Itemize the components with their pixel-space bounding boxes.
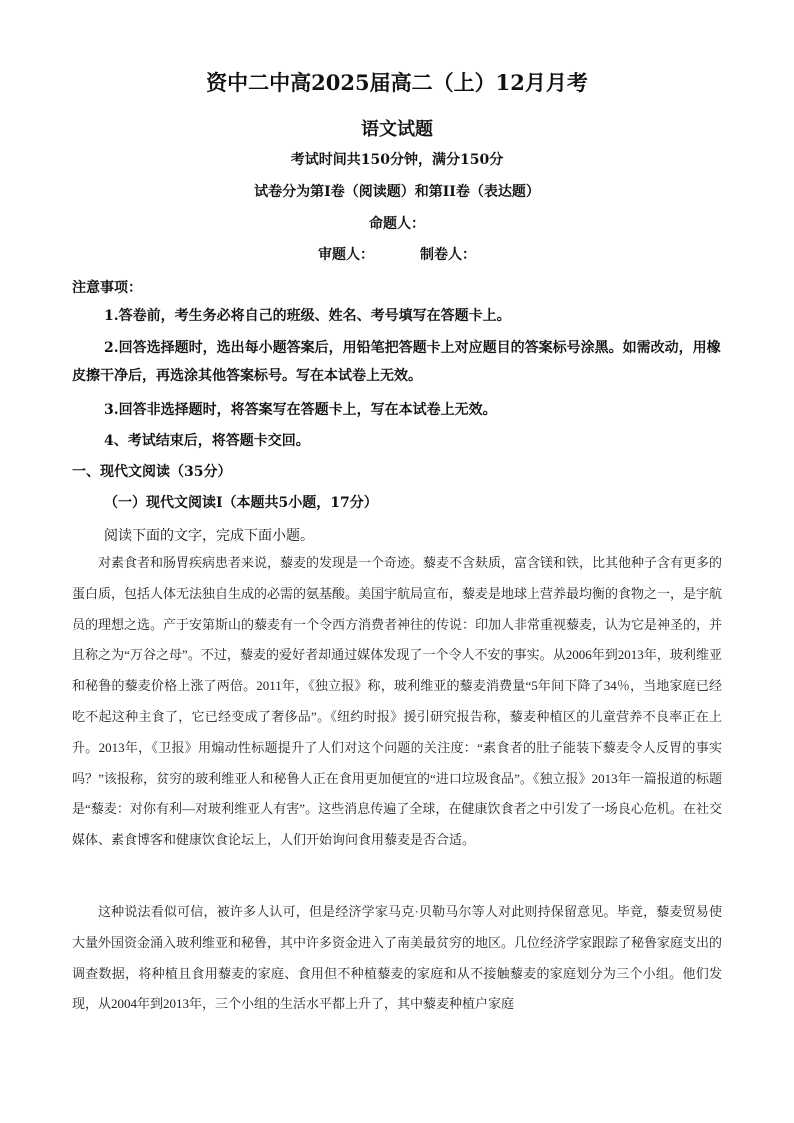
setter-label: 命题人：	[369, 216, 425, 232]
note-item-1: 1.答卷前，考生务必将自己的班级、姓名、考号填写在答题卡上。	[104, 308, 511, 324]
staff-line	[0, 245, 794, 265]
notes-heading: 注意事项：	[72, 280, 142, 296]
note-item-3: 3.回答非选择题时，将答案写在答题卡上，写在本试卷上无效。	[104, 402, 497, 418]
subsection-heading: （一）现代文阅读Ⅰ（本题共5小题，17分）	[104, 495, 378, 511]
paper-structure: 试卷分为第Ⅰ卷（阅读题）和第II卷（表达题）	[254, 184, 540, 200]
passage-paragraph-1: 对素食者和肠胃疾病患者来说，藜麦的发现是一个奇迹。藜麦不含麸质，富含镁和铁，比其他种子含有更多的蛋白质，包括人体无法独自生成的必需的氨基酸。美国宇航局宣布，藜麦是地球上营养最均衡的食物之一，是宇航员的理想之选。产于安第斯山的藜麦有一个令西方消费者神往的传说：印加人非常重视藜麦，认为它是神圣的，并且称之为“万谷之母”。不过，藜麦的爱好者却通过媒体发现了一个令人不安的事实。从2006年到2013年，玻利维亚和秘鲁的藜麦价格上涨了两倍。2011年，《独立报》称，玻利维亚的藜麦消费量“5年间下降了34％，当地家庭已经吃不起这种主食了，它已经变成了奢侈品”。《纽约时报》援引研究报告称，藜麦种植区的儿童营养不良率正在上升。2013年，《卫报》用煽动性标题提升了人们对这个问题的关注度：“素食者的肚子能装下藜麦令人反胃的事实吗？”该报称，贫穷的玻利维亚人和秘鲁人正在食用更加便宜的“进口垃圾食品”。《独立报》2013年一篇报道的标题是“藜麦：对你有利—对玻利维亚人有害”。这些消息传遍了全球，在健康饮食者之中引发了一场良心危机。在社交媒体、素食博客和健康饮食论坛上，人们开始询问食用藜麦是否合适。	[72, 555, 723, 848]
passage-paragraph-2: 这种说法看似可信，被许多人认可，但是经济学家马克·贝勒马尔等人对此则持保留意见。毕竟，藜麦贸易使大量外国资金涌入玻利维亚和秘鲁，其中许多资金进入了南美最贫穷的地区。几位经济学家跟踪了秘鲁家庭支出的调查数据，将种植且食用藜麦的家庭、食用但不种植藜麦的家庭和从不接触藜麦的家庭划分为三个小组。他们发现，从2004年到2013年，三个小组的生活水平都上升了，其中藜麦种植户家庭	[72, 904, 722, 1012]
maker-label: 制卷人：	[420, 247, 476, 263]
reading-instruction: 阅读下面的文字，完成下面小题。	[104, 527, 314, 543]
note-item-4: 4、考试结束后，将答题卡交回。	[104, 433, 310, 449]
time-info: 考试时间共150分钟，满分150分	[290, 152, 504, 168]
exam-subtitle: 语文试题	[361, 119, 433, 140]
note-item-2: 2.回答选择题时，选出每小题答案后，用铅笔把答题卡上对应题目的答案标号涂黑。如需改动，用橡皮擦干净后，再选涂其他答案标号。写在本试卷上无效。	[72, 340, 721, 384]
exam-title: 资中二中高2025届高二（上）12月月考	[206, 70, 588, 95]
section-heading: 一、现代文阅读（35分）	[72, 464, 232, 480]
reviewer-label: 审题人：	[318, 247, 374, 263]
